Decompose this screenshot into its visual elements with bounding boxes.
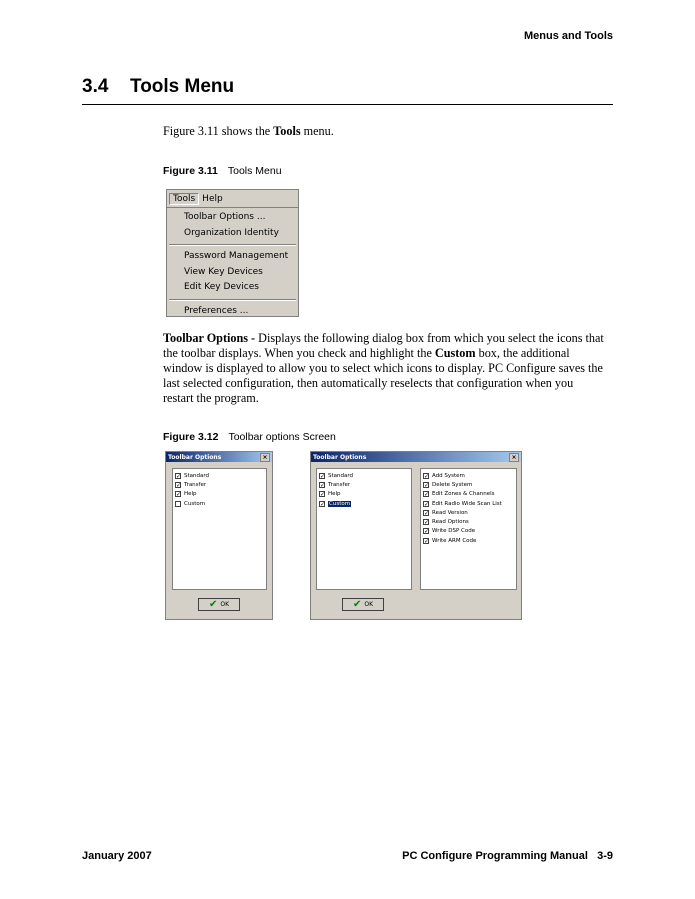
menu-tools[interactable]: Tools bbox=[169, 193, 199, 205]
menu-item-preferences[interactable]: Preferences ... bbox=[184, 305, 249, 316]
checkbox-checked[interactable]: ✓ bbox=[176, 491, 182, 499]
list-item[interactable] bbox=[421, 480, 516, 489]
list-item-label: Edit Radio Wide Scan List bbox=[432, 500, 502, 507]
list-item[interactable] bbox=[421, 508, 516, 517]
section-rule bbox=[82, 104, 613, 105]
checkbox-checked[interactable]: ✓ bbox=[320, 481, 326, 489]
list-item-label: Standard bbox=[184, 472, 210, 479]
list-item[interactable] bbox=[421, 517, 516, 526]
checkbox-checked[interactable]: ✓ bbox=[320, 491, 326, 499]
list-item[interactable] bbox=[173, 480, 266, 489]
list-item-label: Write ARM Code bbox=[432, 537, 477, 544]
list-item[interactable] bbox=[421, 536, 516, 545]
dialog-titlebar bbox=[166, 452, 272, 462]
toolbar-options-dialog-simple bbox=[165, 451, 273, 620]
dialog-titlebar bbox=[311, 452, 521, 462]
section-title: Tools Menu bbox=[130, 76, 235, 97]
list-item-label: Transfer bbox=[328, 481, 351, 488]
footer-manual: PC Configure Programming Manual 3-9 bbox=[402, 850, 613, 862]
menu-item-toolbar-options[interactable]: Toolbar Options ... bbox=[184, 212, 266, 222]
checkbox-checked[interactable]: ✓ bbox=[176, 472, 182, 480]
checkbox-checked[interactable]: ✓ bbox=[320, 472, 326, 480]
toolbar-list bbox=[316, 468, 412, 590]
close-icon[interactable]: × bbox=[509, 453, 519, 462]
checkbox-checked[interactable]: ✓ bbox=[424, 481, 430, 489]
tools-menu-screenshot bbox=[166, 189, 299, 317]
menu-item-view-key-devices[interactable]: View Key Devices bbox=[184, 266, 263, 277]
list-item-label: Write DSP Code bbox=[432, 528, 476, 535]
figure-3-11-caption: Figure 3.11 Tools Menu bbox=[163, 165, 282, 177]
list-item-label: Custom bbox=[329, 500, 351, 507]
toolbar-options-paragraph: Toolbar Options - Displays the following dialog box from which you select the icons that the toolbar displays. When you check and highlight the Custom box, the additional window is displayed to allow you to select which icons to display. PC Configure saves the last selected configuration, then automatically reselects that configuration when you restart the program. bbox=[163, 331, 604, 405]
ok-button[interactable]: ✔ OK bbox=[198, 598, 240, 611]
toolbar-options-dialog-custom bbox=[310, 451, 522, 620]
checkbox-checked[interactable]: ✓ bbox=[320, 500, 326, 508]
checkbox-checked[interactable]: ✓ bbox=[424, 509, 430, 517]
list-item-label: Custom bbox=[184, 500, 206, 507]
list-item-label: Read Version bbox=[432, 509, 468, 516]
list-item-label: Help bbox=[184, 491, 197, 498]
close-icon[interactable]: × bbox=[260, 453, 270, 462]
list-item-label: Standard bbox=[328, 472, 354, 479]
checkbox-checked[interactable]: ✓ bbox=[424, 528, 430, 536]
menu-item-organization-identity[interactable]: Organization Identity bbox=[184, 227, 279, 238]
toolbar-list bbox=[172, 468, 267, 590]
list-item[interactable] bbox=[317, 490, 411, 499]
intro-text: Figure 3.11 shows the Tools menu. bbox=[163, 124, 334, 138]
checkbox-checked[interactable]: ✓ bbox=[424, 519, 430, 527]
list-item[interactable] bbox=[173, 490, 266, 499]
checkbox-checked[interactable]: ✓ bbox=[424, 472, 430, 480]
list-item[interactable] bbox=[317, 471, 411, 480]
list-item[interactable] bbox=[421, 499, 516, 508]
checkbox-unchecked[interactable] bbox=[175, 501, 181, 507]
list-item-label: Help bbox=[328, 491, 341, 498]
checkmark-icon: ✔ bbox=[208, 599, 218, 610]
list-item[interactable] bbox=[421, 490, 516, 499]
tools-dropdown bbox=[167, 207, 298, 319]
list-item[interactable] bbox=[421, 471, 516, 480]
list-item-label: Delete System bbox=[432, 481, 473, 488]
footer-date: January 2007 bbox=[82, 850, 152, 862]
list-item[interactable] bbox=[317, 480, 411, 489]
menu-help[interactable]: Help bbox=[202, 193, 223, 204]
list-item-label: Transfer bbox=[184, 481, 207, 488]
menu-separator bbox=[169, 244, 296, 246]
running-header: Menus and Tools bbox=[523, 30, 613, 42]
checkbox-checked[interactable]: ✓ bbox=[424, 491, 430, 499]
checkmark-icon: ✔ bbox=[352, 599, 362, 610]
dialog-title: Toolbar Options bbox=[313, 453, 367, 461]
list-item-label: Read Options bbox=[432, 519, 469, 526]
dialog-title: Toolbar Options bbox=[168, 453, 222, 461]
list-item[interactable] bbox=[317, 499, 411, 508]
checkbox-checked[interactable]: ✓ bbox=[424, 537, 430, 545]
list-item-label: Add System bbox=[432, 472, 465, 479]
menu-separator bbox=[169, 299, 296, 301]
list-item[interactable] bbox=[173, 471, 266, 480]
list-item[interactable] bbox=[173, 499, 266, 508]
figure-3-12-caption: Figure 3.12 Toolbar options Screen bbox=[163, 431, 336, 443]
list-item[interactable] bbox=[421, 527, 516, 536]
menu-item-password-management[interactable]: Password Management bbox=[184, 251, 289, 261]
checkbox-checked[interactable]: ✓ bbox=[424, 500, 430, 508]
checkbox-checked[interactable]: ✓ bbox=[176, 481, 182, 489]
list-item-label: Edit Zones & Channels bbox=[432, 491, 495, 498]
custom-icons-list bbox=[420, 468, 517, 590]
menu-bar bbox=[167, 190, 298, 207]
section-number: 3.4 bbox=[82, 76, 109, 97]
menu-item-edit-key-devices[interactable]: Edit Key Devices bbox=[184, 282, 259, 292]
ok-button[interactable]: ✔ OK bbox=[342, 598, 384, 611]
